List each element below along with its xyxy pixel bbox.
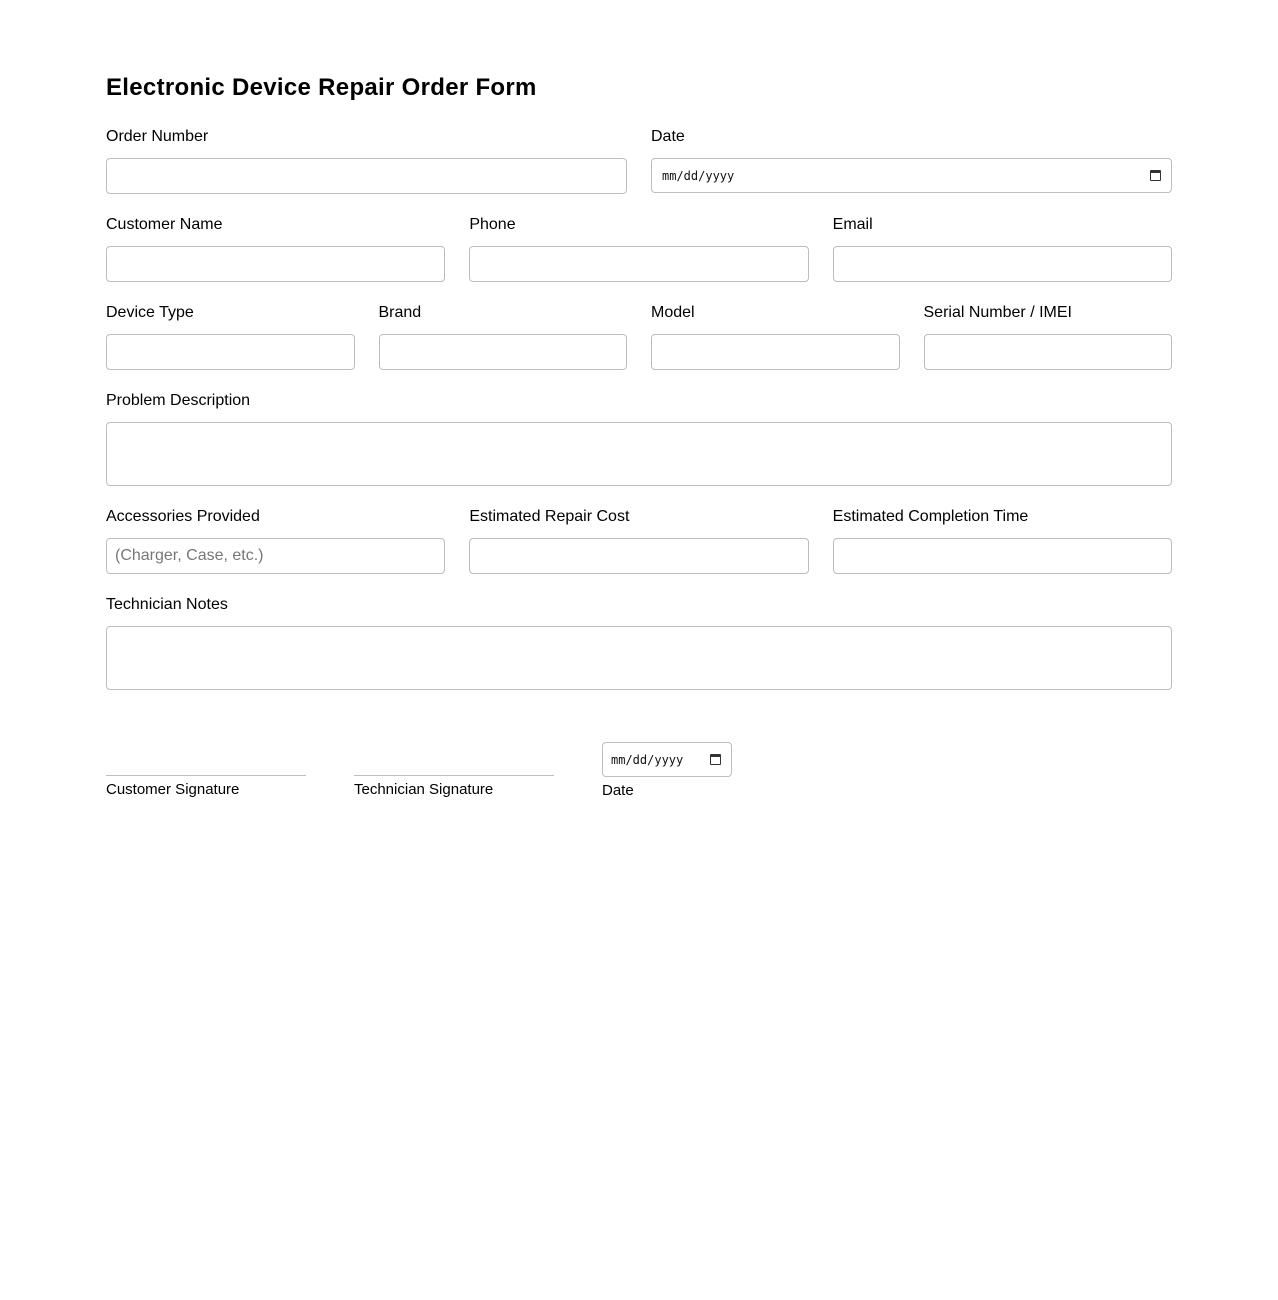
phone-label: Phone bbox=[469, 216, 516, 233]
customer-signature bbox=[106, 742, 306, 799]
technician-signature bbox=[354, 742, 554, 799]
serial-number-label: Serial Number / IMEI bbox=[923, 304, 1072, 321]
estimated-completion-field bbox=[833, 508, 1172, 574]
device-type-input[interactable] bbox=[106, 334, 355, 370]
calendar-icon[interactable] bbox=[1150, 170, 1161, 181]
serial-number-input[interactable] bbox=[924, 334, 1173, 370]
technician-notes-label: Technician Notes bbox=[106, 596, 228, 613]
brand-field bbox=[379, 304, 628, 370]
date-input[interactable] bbox=[651, 158, 1172, 193]
model-input[interactable] bbox=[651, 334, 900, 370]
serial-number-field bbox=[924, 304, 1173, 370]
device-type-field bbox=[106, 304, 355, 370]
device-type-label: Device Type bbox=[106, 304, 194, 321]
date-field bbox=[651, 128, 1172, 194]
technician-signature-line[interactable] bbox=[354, 742, 554, 776]
model-field bbox=[651, 304, 900, 370]
signature-date-placeholder: mm/dd/yyyy bbox=[611, 752, 684, 767]
accessories-label: Accessories Provided bbox=[106, 508, 260, 525]
brand-label: Brand bbox=[378, 304, 422, 321]
date-placeholder: mm/dd/yyyy bbox=[662, 168, 735, 183]
customer-signature-line[interactable] bbox=[106, 742, 306, 776]
model-label: Model bbox=[651, 304, 695, 321]
signature-date-label: Date bbox=[602, 782, 634, 799]
order-number-label: Order Number bbox=[106, 128, 209, 145]
estimated-completion-input[interactable] bbox=[833, 538, 1172, 574]
page-title: Electronic Device Repair Order Form bbox=[106, 74, 537, 101]
signature-section bbox=[106, 742, 732, 799]
accessories-input[interactable]: (Charger, Case, etc.) bbox=[106, 538, 445, 574]
order-number-input[interactable] bbox=[106, 158, 627, 194]
technician-notes-textarea[interactable] bbox=[106, 626, 1172, 690]
brand-input[interactable] bbox=[379, 334, 628, 370]
technician-notes-field bbox=[106, 596, 1172, 690]
order-number-field bbox=[106, 128, 627, 194]
problem-description-label: Problem Description bbox=[106, 392, 251, 409]
estimated-cost-label: Estimated Repair Cost bbox=[469, 508, 630, 525]
calendar-icon[interactable] bbox=[710, 754, 721, 765]
problem-description-textarea[interactable] bbox=[106, 422, 1172, 486]
email-label: Email bbox=[832, 216, 873, 233]
phone-field bbox=[469, 216, 808, 282]
estimated-completion-label: Estimated Completion Time bbox=[832, 508, 1029, 525]
email-input[interactable] bbox=[833, 246, 1172, 282]
phone-input[interactable] bbox=[469, 246, 808, 282]
problem-description-field bbox=[106, 392, 1172, 486]
accessories-field bbox=[106, 508, 445, 574]
customer-name-label: Customer Name bbox=[106, 216, 223, 233]
signature-date-input[interactable] bbox=[602, 742, 732, 777]
signature-date bbox=[602, 742, 732, 799]
customer-name-field bbox=[106, 216, 445, 282]
customer-signature-label: Customer Signature bbox=[106, 781, 240, 798]
estimated-cost-field bbox=[469, 508, 808, 574]
date-label: Date bbox=[651, 128, 685, 145]
technician-signature-label: Technician Signature bbox=[354, 781, 494, 798]
customer-name-input[interactable] bbox=[106, 246, 445, 282]
estimated-cost-input[interactable] bbox=[469, 538, 808, 574]
email-field bbox=[833, 216, 1172, 282]
